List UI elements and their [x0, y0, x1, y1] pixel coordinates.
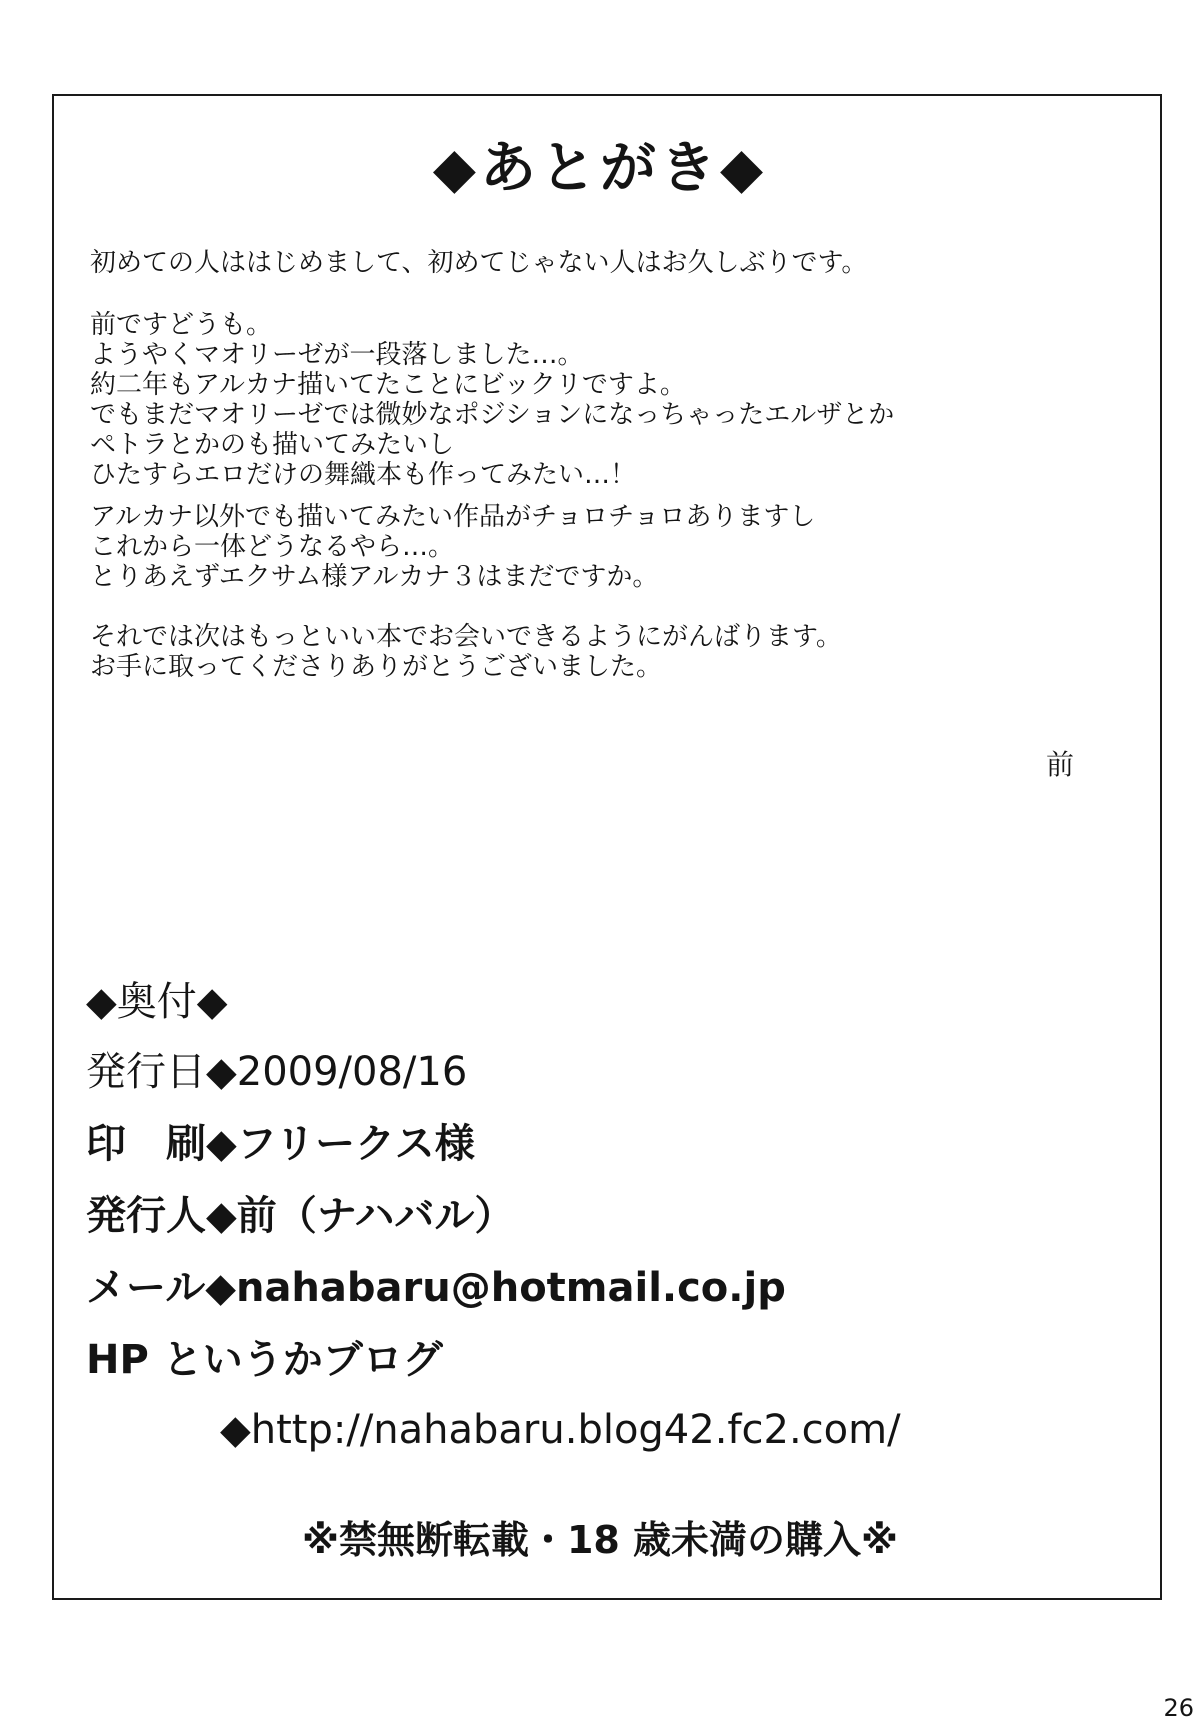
afterword-line: 前ですどうも。 [90, 310, 273, 340]
colophon-printer: 印 刷◆フリークス様 [86, 1121, 475, 1167]
afterword-line: お手に取ってくださりありがとうございました。 [90, 652, 663, 682]
afterword-line: でもまだマオリーゼでは微妙なポジションになっちゃったエルザとか [90, 400, 895, 430]
afterword-signature: 前 [1046, 748, 1075, 781]
afterword-line: これから一体どうなるやら…。 [90, 532, 455, 562]
afterword-line: 約二年もアルカナ描いてたことにビックリですよ。 [90, 370, 686, 400]
colophon-hp-label: HP というかブログ [86, 1337, 443, 1383]
colophon-mail: メール◆nahabaru@hotmail.co.jp [86, 1265, 786, 1311]
page-number: 26 [1163, 1694, 1194, 1722]
afterword-line: とりあえずエクサム様アルカナ３はまだですか。 [90, 562, 659, 592]
afterword-line: ようやくマオリーゼが一段落しました…。 [90, 340, 584, 370]
colophon-date: 発行日◆2009/08/16 [86, 1049, 468, 1095]
afterword-line: 初めての人ははじめまして、初めてじゃない人はお久しぶりです。 [90, 248, 868, 278]
colophon-heading: ◆奥付◆ [86, 979, 228, 1025]
afterword-title: ◆あとがき◆ [432, 135, 768, 201]
afterword-line: ペトラとかのも描いてみたいし [90, 430, 455, 460]
afterword-line: それでは次はもっといい本でお会いできるようにがんばります。 [90, 622, 842, 652]
copyright-notice: ※禁無断転載・18 歳未満の購入※ [302, 1518, 898, 1562]
afterword-line: アルカナ以外でも描いてみたい作品がチョロチョロありますし [90, 502, 816, 532]
colophon-hp-url: ◆http://nahabaru.blog42.fc2.com/ [220, 1407, 901, 1453]
afterword-line: ひたすらエロだけの舞織本も作ってみたい…！ [90, 460, 637, 490]
colophon-publisher: 発行人◆前（ナハバル） [86, 1193, 515, 1239]
